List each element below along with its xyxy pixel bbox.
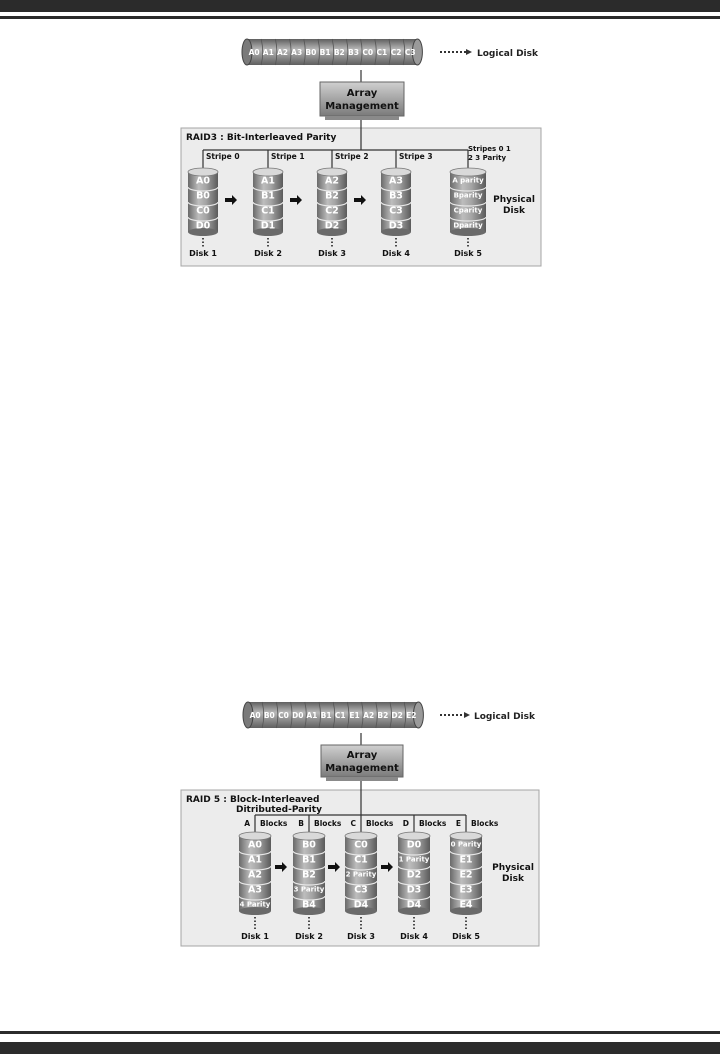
disk-block-label: A parity — [452, 176, 484, 185]
disk-block-label: A3 — [389, 175, 403, 187]
disk-cylinder — [398, 832, 430, 915]
stripe-label: Stripe 3 — [399, 152, 433, 161]
logical-segment-label: E1 — [349, 711, 360, 720]
disk-label: Disk 1 — [241, 932, 269, 941]
block-letter-label: A — [244, 819, 250, 828]
logical-segment-label: B2 — [377, 711, 389, 720]
stripe-label: Stripe 1 — [271, 152, 305, 161]
raid3-logical-label: Logical Disk — [477, 49, 538, 59]
disk-block-label: B2 — [325, 190, 339, 202]
disk-block-label: Bparity — [453, 191, 483, 200]
raid5-logical-label: Logical Disk — [474, 712, 535, 722]
disk-cylinder — [381, 168, 411, 236]
disk-block-label: B0 — [302, 839, 316, 851]
disk-block-label: A0 — [248, 839, 262, 851]
raid5-title-1: RAID 5 : Block-Interleaved — [186, 795, 320, 805]
disk-label: Disk 2 — [254, 249, 282, 258]
disk-cylinder — [450, 168, 486, 236]
logical-segment-label: D0 — [291, 711, 304, 720]
logical-segment-label: E2 — [406, 711, 417, 720]
disk-block-label: 3 Parity — [293, 885, 325, 894]
disk-block-label: C1 — [354, 854, 368, 866]
disk-block-label: C0 — [354, 839, 368, 851]
disk-label: Disk 3 — [318, 249, 346, 258]
raid3-physical-label-1: Physical — [493, 195, 535, 205]
raid5-logical-leader — [440, 712, 470, 718]
logical-segment-label: C2 — [390, 48, 402, 57]
disk-block-label: 4 Parity — [239, 900, 271, 909]
disk-block-label: C3 — [354, 884, 368, 896]
disk-cylinder — [345, 832, 377, 915]
disk-block-label: A1 — [261, 175, 275, 187]
logical-segment-label: B3 — [348, 48, 359, 57]
stripe-label: Stripe 0 — [206, 152, 240, 161]
disk-block-label: A1 — [248, 854, 262, 866]
logical-segment-label: C1 — [334, 711, 346, 720]
raid3-physical-label-2: Disk — [503, 206, 525, 216]
disk-block-label: B3 — [389, 190, 403, 202]
block-word-label: Blocks — [471, 819, 499, 828]
block-word-label: Blocks — [260, 819, 288, 828]
block-word-label: Blocks — [314, 819, 342, 828]
raid3-parity-header-1: Stripes 0 1 — [468, 145, 511, 153]
logical-segment-label: A1 — [262, 48, 274, 57]
disk-block-label: E2 — [459, 869, 473, 881]
logical-segment-label: D2 — [391, 711, 403, 720]
disk-label: Disk 2 — [295, 932, 323, 941]
block-letter-label: B — [298, 819, 304, 828]
raid3-logical-leader — [440, 49, 472, 55]
logical-segment-label: C0 — [362, 48, 374, 57]
disk-cylinder — [317, 168, 347, 236]
block-letter-label: E — [455, 819, 461, 828]
disk-block-label: Cparity — [453, 206, 483, 215]
disk-block-label: D3 — [388, 220, 404, 232]
disk-block-label: A3 — [248, 884, 262, 896]
disk-block-label: C1 — [261, 205, 275, 217]
disk-block-label: E4 — [459, 899, 473, 911]
disk-block-label: 0 Parity — [450, 840, 482, 849]
disk-block-label: A0 — [196, 175, 210, 187]
logical-segment-label: A2 — [276, 48, 289, 57]
disk-block-label: 2 Parity — [345, 870, 377, 879]
logical-segment-label: B1 — [320, 711, 332, 720]
raid3-mgmt-line1: Array — [346, 88, 378, 99]
disk-block-label: D2 — [406, 869, 422, 881]
disk-block-label: D2 — [324, 220, 340, 232]
disk-block-label: D1 — [260, 220, 276, 232]
logical-segment-label: A0 — [248, 48, 260, 57]
block-word-label: Blocks — [366, 819, 394, 828]
disk-cylinder — [253, 168, 283, 236]
disk-block-label: C0 — [196, 205, 210, 217]
disk-block-label: B0 — [196, 190, 210, 202]
logical-segment-label: B0 — [305, 48, 317, 57]
disk-block-label: B1 — [302, 854, 316, 866]
disk-label: Disk 4 — [382, 249, 410, 258]
raid3-mgmt-line2: Management — [325, 101, 399, 112]
disk-cylinder — [239, 832, 271, 915]
raid3-title: RAID3 : Bit-Interleaved Parity — [186, 133, 337, 143]
disk-block-label: B2 — [302, 869, 316, 881]
disk-block-label: A2 — [325, 175, 339, 187]
raid5-mgmt-line2: Management — [325, 763, 399, 774]
raid5-mgmt-line1: Array — [346, 750, 378, 761]
disk-block-label: B4 — [302, 899, 316, 911]
logical-segment-label: B0 — [263, 711, 275, 720]
disk-block-label: D0 — [406, 839, 422, 851]
disk-label: Disk 4 — [400, 932, 428, 941]
stripe-label: Stripe 2 — [335, 152, 369, 161]
disk-block-label: D3 — [406, 884, 422, 896]
logical-segment-label: C3 — [404, 48, 416, 57]
raid5-physical-label-1: Physical — [492, 863, 534, 873]
raid5-diagram — [181, 702, 539, 946]
logical-segment-label: B2 — [333, 48, 345, 57]
raid3-logical-disk — [242, 39, 422, 65]
bottom-border-line — [0, 1031, 720, 1034]
disk-block-label: E3 — [459, 884, 473, 896]
logical-segment-label: B1 — [319, 48, 331, 57]
raid3-parity-header-2: 2 3 Parity — [468, 154, 507, 162]
logical-segment-label: A1 — [306, 711, 318, 720]
disk-label: Disk 5 — [452, 932, 480, 941]
disk-block-label: 1 Parity — [398, 855, 430, 864]
disk-cylinder — [293, 832, 325, 915]
bottom-border-bar — [0, 1042, 720, 1054]
raid3-diagram — [181, 39, 541, 266]
raid3-array-management-box — [320, 82, 404, 120]
disk-block-label: Dparity — [453, 221, 483, 230]
disk-block-label: D0 — [195, 220, 211, 232]
block-letter-label: C — [350, 819, 356, 828]
raid5-physical-label-2: Disk — [502, 874, 524, 884]
disk-block-label: E1 — [459, 854, 473, 866]
raid5-logical-disk — [243, 702, 423, 728]
disk-block-label: D4 — [353, 899, 369, 911]
logical-segment-label: C1 — [376, 48, 388, 57]
logical-segment-label: A0 — [249, 711, 261, 720]
disk-block-label: D4 — [406, 899, 422, 911]
block-word-label: Blocks — [419, 819, 447, 828]
block-letter-label: D — [402, 819, 409, 828]
disk-block-label: A2 — [248, 869, 262, 881]
disk-block-label: B1 — [261, 190, 275, 202]
disk-cylinder — [450, 832, 482, 915]
raid5-title-2: Ditributed-Parity — [236, 805, 322, 815]
logical-segment-label: C0 — [278, 711, 289, 720]
disk-label: Disk 5 — [454, 249, 482, 258]
raid5-array-management-box — [321, 745, 403, 781]
disk-block-label: C3 — [389, 205, 403, 217]
logical-segment-label: A3 — [291, 48, 303, 57]
disk-label: Disk 3 — [347, 932, 375, 941]
disk-block-label: C2 — [325, 205, 339, 217]
logical-segment-label: A2 — [363, 711, 375, 720]
disk-cylinder — [188, 168, 218, 236]
disk-label: Disk 1 — [189, 249, 217, 258]
